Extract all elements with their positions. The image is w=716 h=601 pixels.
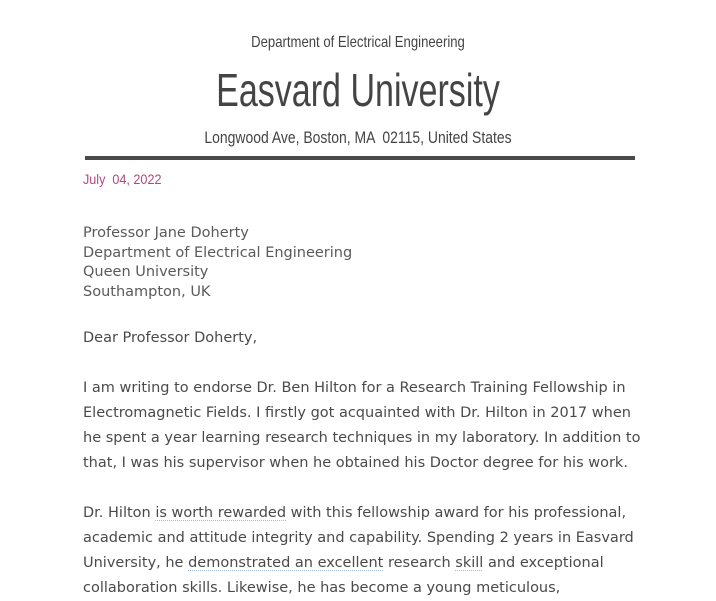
body-paragraph-2 xyxy=(83,501,643,601)
paragraph-line: Electromagnetic Fields. I firstly got acquainted with Dr. Hilton in 2017 when xyxy=(83,405,631,421)
grammar-suggestion[interactable]: demonstrated an excellent xyxy=(188,555,384,571)
body-paragraph-1 xyxy=(83,376,643,476)
paragraph-line: he spent a year learning research techniques in my laboratory. In addition to xyxy=(83,430,641,446)
letter-date: July 04, 2022 xyxy=(83,171,162,187)
university-name: Easvard University xyxy=(216,64,500,116)
text-segment: University, he xyxy=(83,555,189,571)
recipient-address-block xyxy=(83,224,352,302)
text-segment: with this fellowship award for his professional, xyxy=(286,505,627,521)
university-address: Longwood Ave, Boston, MA 02115, United States xyxy=(204,128,512,147)
recipient-department: Department of Electrical Engineering xyxy=(83,244,353,261)
paragraph-line: academic and attitude integrity and capability. Spending 2 years in Easvard xyxy=(83,530,634,546)
header-divider xyxy=(85,156,635,160)
recipient-location: Southampton, UK xyxy=(83,283,211,300)
text-segment: research xyxy=(383,555,456,571)
recipient-name: Professor Jane Doherty xyxy=(83,225,249,241)
paragraph-line xyxy=(83,551,643,576)
department-heading: Department of Electrical Engineering xyxy=(251,34,465,51)
paragraph-line: that, I was his supervisor when he obtained his Doctor degree for his work. xyxy=(83,455,628,471)
text-segment: and exceptional xyxy=(483,555,604,571)
grammar-suggestion[interactable]: skill xyxy=(455,555,484,571)
paragraph-line: I am writing to endorse Dr. Ben Hilton for a Research Training Fellowship in xyxy=(83,380,626,396)
text-segment: Dr. Hilton xyxy=(83,505,156,521)
paragraph-line: collaboration skills. Likewise, he has become a young meticulous, xyxy=(83,580,561,596)
grammar-suggestion[interactable]: is worth rewarded xyxy=(155,505,287,521)
paragraph-line xyxy=(83,501,643,526)
recipient-institution: Queen University xyxy=(83,264,209,280)
salutation: Dear Professor Doherty, xyxy=(83,330,258,346)
